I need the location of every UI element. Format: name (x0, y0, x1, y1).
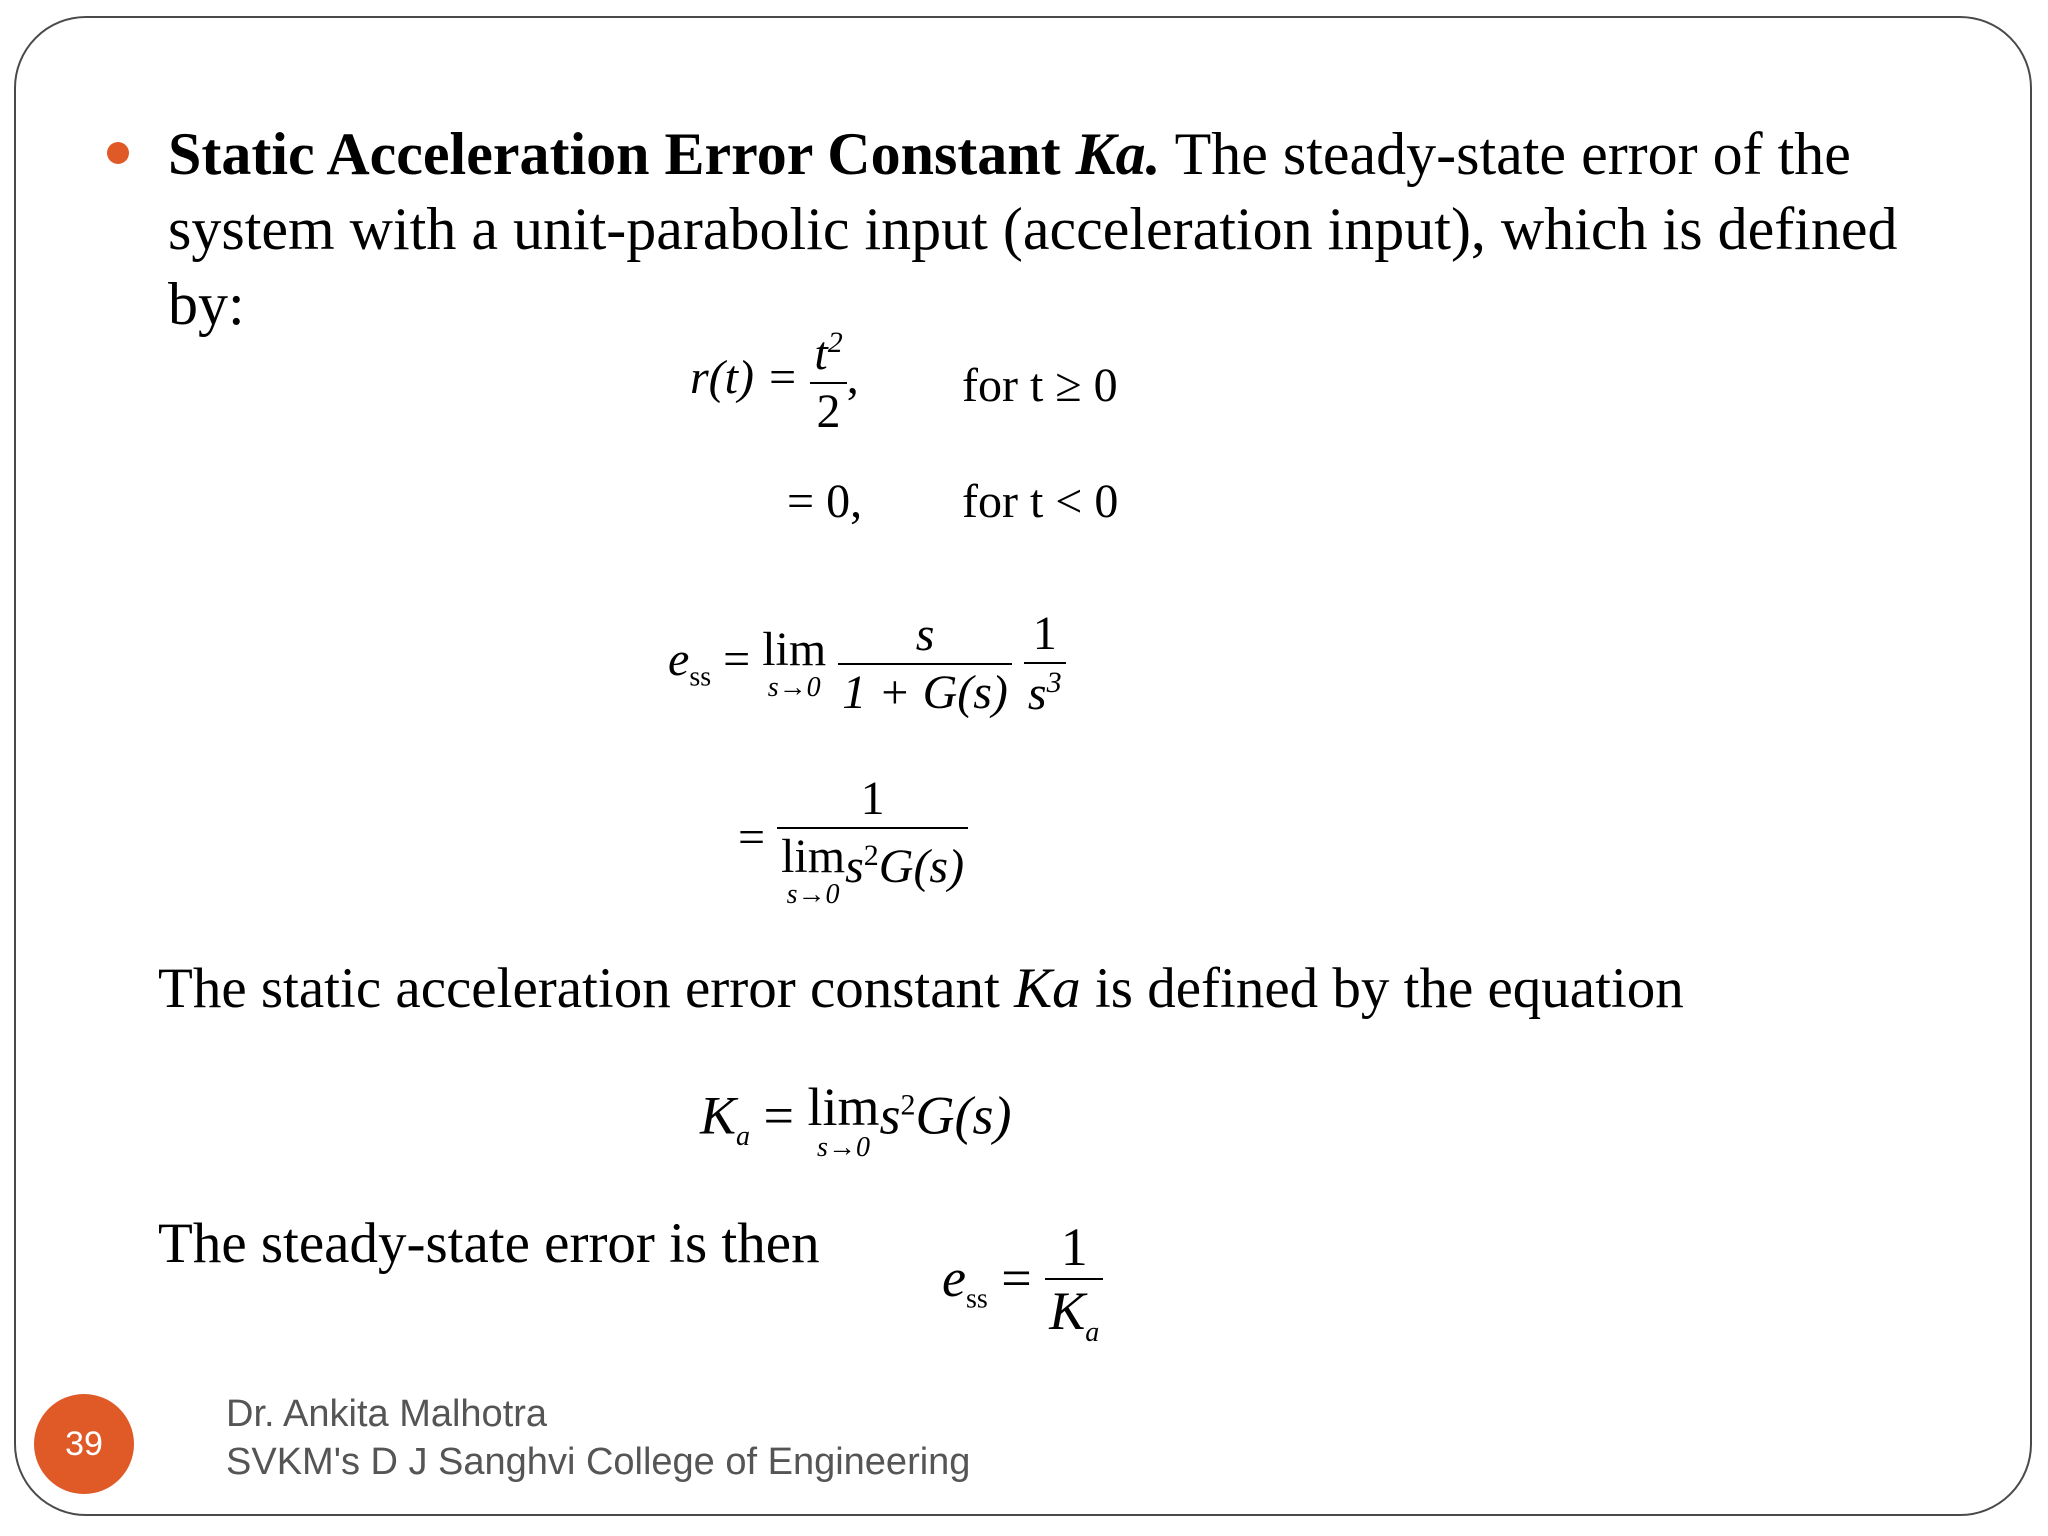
page-number-badge: 39 (34, 1394, 134, 1494)
ess-lim-sub: s→0 (767, 672, 821, 703)
final-num: 1 (1060, 1217, 1088, 1277)
ka-lim-sub: s→0 (817, 1132, 870, 1163)
bullet-title: Static Acceleration Error Constant (168, 121, 1076, 187)
ka-lim-text: lim (807, 1077, 880, 1137)
equation-ess-line2 (738, 772, 968, 910)
ess-fraction-2 (1024, 607, 1066, 720)
equation-r-cond1: for t ≥ 0 (962, 359, 1118, 412)
ka-equals: = (763, 1085, 794, 1146)
footer-institution: SVKM's D J Sanghvi College of Engineering (226, 1441, 971, 1483)
ess-f1-den: 1 + G(s) (838, 663, 1012, 717)
ess-lim (762, 623, 827, 703)
equation-final (942, 1217, 1103, 1348)
ess-lim-text: lim (762, 623, 827, 676)
ess-f3-num: 1 (860, 772, 885, 825)
ess-fraction-1 (838, 608, 1012, 719)
ka-line-pre: The static acceleration error constant (158, 957, 1015, 1020)
final-e-sub: ss (965, 1283, 988, 1315)
ess-fraction-3 (777, 772, 968, 910)
eq-r-comma: , (846, 351, 859, 405)
ess-f3-g: G(s) (878, 840, 965, 894)
eq-r-num: t (814, 327, 828, 380)
bullet-dot-icon (107, 142, 129, 164)
equation-ess (668, 607, 1066, 720)
ess-equals: = (723, 633, 751, 687)
ka-k-sub: a (736, 1121, 751, 1153)
ka-definition-line (158, 955, 1684, 1023)
ess-f1-num: s (915, 608, 935, 661)
ka-k: K (700, 1085, 737, 1146)
final-fraction (1045, 1217, 1103, 1348)
ess-f3-s: s (845, 840, 864, 894)
ka-s: s (879, 1085, 901, 1146)
footer-author: Dr. Ankita Malhotra (226, 1393, 548, 1435)
final-e: e (942, 1247, 966, 1308)
eq-r-num-sup: 2 (827, 326, 843, 359)
ess-f3-sup: 2 (863, 839, 879, 873)
ess-f2-den: s (1027, 667, 1047, 720)
ess-f3-lim: lim (781, 830, 846, 883)
bullet-text: The steady-state error of the system with a unit-parabolic input (acceleration input), which is defined by: (168, 121, 1898, 337)
ka-lim (807, 1077, 880, 1163)
equation-r-cond2: for t < 0 (962, 475, 1119, 528)
ess-sub: ss (689, 661, 712, 693)
bullet-title-symbol: Ka. (1075, 121, 1161, 187)
equation-r-line2: = 0, (787, 475, 863, 528)
eq-r-fraction (810, 328, 846, 436)
eq-r-lhs: r(t) = (690, 351, 799, 405)
final-den-sub: a (1085, 1316, 1100, 1348)
footer (226, 1390, 970, 1486)
bullet-paragraph (168, 117, 1968, 342)
ess-equals-2: = (738, 811, 766, 865)
ess-e: e (668, 633, 690, 687)
steady-state-line: The steady-state error is then (158, 1212, 820, 1275)
final-den: K (1049, 1281, 1086, 1341)
ka-line-post: is defined by the equation (1080, 957, 1684, 1020)
ess-f2-den-sup: 3 (1046, 666, 1062, 699)
equation-ka (700, 1077, 1012, 1163)
final-equals: = (1001, 1247, 1032, 1308)
ka-sup: 2 (900, 1088, 916, 1122)
equation-r-line1 (690, 328, 859, 436)
ess-f3-lim-sub: s→0 (786, 879, 840, 910)
ess-f2-num: 1 (1032, 607, 1057, 660)
eq-r-den: 2 (810, 382, 846, 436)
ka-g: G(s) (915, 1085, 1012, 1146)
ka-line-sym: Ka (1014, 957, 1081, 1020)
